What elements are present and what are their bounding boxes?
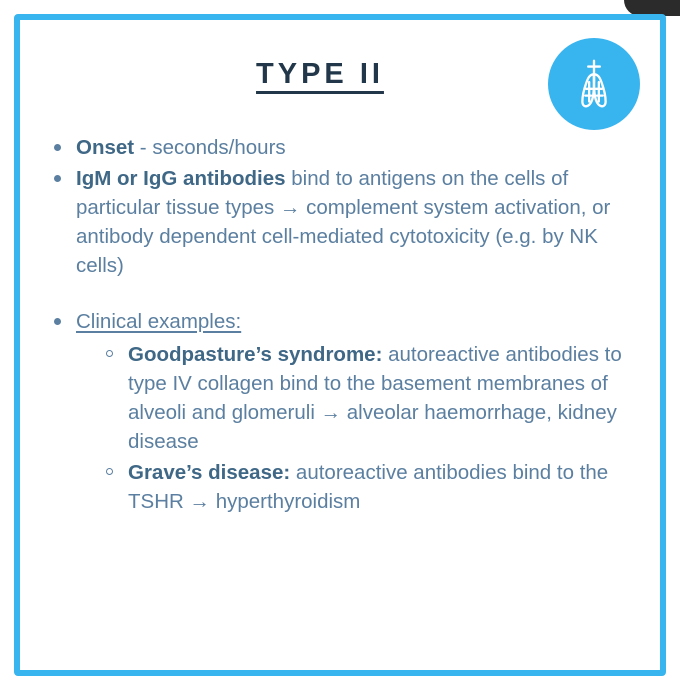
clinical-examples-list	[46, 307, 634, 517]
clinical-item-rest: autoreactive antibodies to type IV collagen bind to the basement membranes of alveoli and glomeruli → alveolar haemorrhage, kidney disease	[128, 342, 622, 453]
list-item	[46, 307, 634, 517]
list-item	[46, 164, 634, 280]
spacer	[46, 283, 634, 307]
card-inner	[20, 20, 660, 670]
bullet-rest: - seconds/hours	[134, 136, 286, 159]
bullet-lead: IgM or IgG antibodies	[76, 167, 286, 191]
page-title: TYPE II	[256, 58, 384, 90]
clinical-item-lead: Grave’s disease:	[128, 461, 291, 485]
clinical-item-lead: Goodpasture’s syndrome:	[128, 342, 383, 366]
list-item	[98, 340, 634, 456]
clinical-item-rest: autoreactive antibodies bind to the TSHR → hyperthyroidism	[128, 461, 609, 514]
type-ii-card	[14, 14, 666, 676]
card-content	[46, 133, 634, 516]
lungs-icon-badge	[548, 38, 640, 130]
main-bullet-list	[46, 133, 634, 281]
bullet-rest: bind to antigens on the cells of particular tissue types → complement system activation, or antibody dependent cell-mediated cytotoxicity (e.g. by NK cells)	[76, 167, 611, 278]
lungs-icon	[563, 53, 625, 115]
clinical-sub-list	[98, 340, 634, 517]
clinical-examples-heading: Clinical examples:	[76, 309, 242, 333]
bullet-lead: Onset	[76, 136, 135, 159]
list-item	[46, 133, 634, 162]
clinical-sub-block	[98, 340, 634, 517]
list-item	[98, 458, 634, 516]
